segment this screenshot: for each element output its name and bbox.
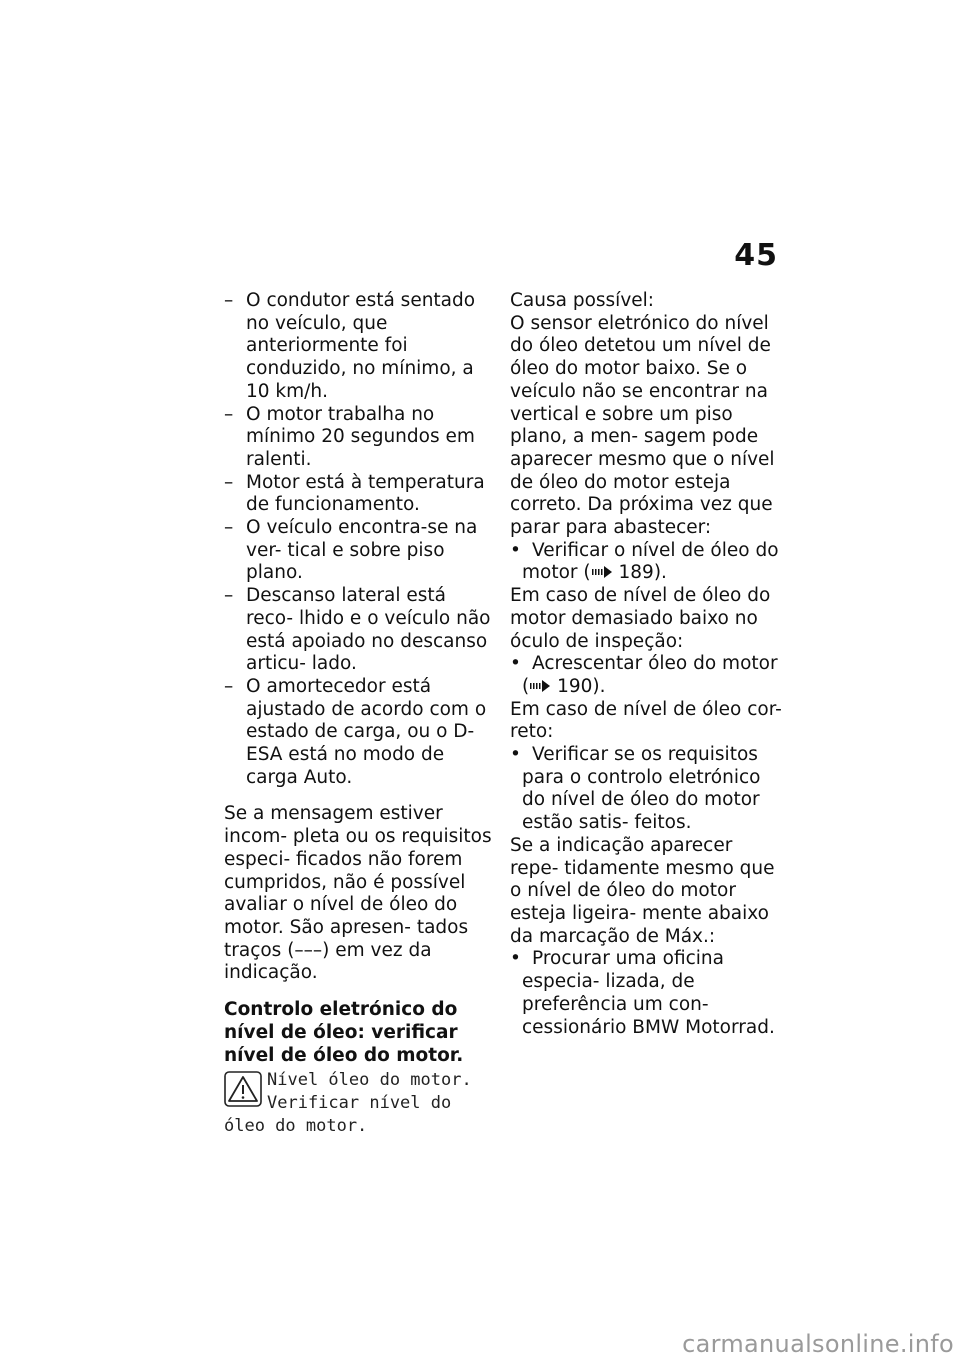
page-reference-arrow-icon <box>591 565 613 579</box>
warning-text-line: óleo do motor. <box>224 1115 368 1136</box>
repeat-text: Se a indicação aparecer repe- tidamente mesmo que o nível de óleo do motor esteja ligeira- mente abaixo da marcação de Máx.: <box>510 834 775 947</box>
case-ok-text: Em caso de nível de óleo cor- reto: <box>510 698 782 743</box>
page-reference-arrow-icon <box>529 679 551 693</box>
action-item <box>510 540 782 585</box>
requirement-item <box>224 290 492 404</box>
dash-mark: – <box>224 290 234 311</box>
action-text-cont: ( <box>522 675 530 697</box>
section-heading: Controlo eletrónico do nível de óleo: verificar nível de óleo do motor. <box>224 999 464 1066</box>
requirement-item <box>224 472 492 517</box>
requirement-text-cont: lhido e o veículo não está apoiado no descanso articu- lado. <box>246 607 491 675</box>
warning-text-line: Nível óleo do motor. <box>267 1070 472 1091</box>
requirement-text: Motor está à temperatura de <box>246 471 485 516</box>
page-reference[interactable]: 189). <box>618 562 667 584</box>
requirement-text-cont: tical e sobre piso plano. <box>246 539 445 584</box>
requirement-item <box>224 585 492 676</box>
page-reference[interactable]: 190). <box>557 675 606 697</box>
warning-triangle-icon <box>224 1071 262 1107</box>
action-text-cont: lizada, de preferência um con- cessionário BMW Motorrad. <box>522 971 775 1038</box>
bullet-mark: • <box>510 539 521 561</box>
case-low-text: Em caso de nível de óleo do motor demasiado baixo no óculo de inspeção: <box>510 585 771 652</box>
requirement-item <box>224 517 492 585</box>
left-column <box>224 290 492 1137</box>
page-number: 45 <box>734 238 778 273</box>
bullet-mark: • <box>510 948 521 970</box>
action-text: Procurar uma oficina especia- <box>522 948 724 993</box>
requirement-text-cont: funcionamento. <box>275 494 420 516</box>
dash-mark: – <box>224 675 234 697</box>
requirement-item <box>224 676 492 790</box>
action-text-cont: motor ( <box>522 562 591 584</box>
action-text: Verificar se os requisitos para <box>522 744 758 788</box>
cause-text: O sensor eletrónico do nível do óleo detetou um nível de óleo do motor baixo. Se o veículo não se encontrar na vertical e sobre um piso plano, a men- sagem pode aparecer mesmo que o nível de óleo do motor esteja correto. Da próxima vez que parar para abastecer: <box>510 312 775 539</box>
requirement-text: O condutor está sentado no <box>246 290 476 334</box>
bullet-mark: • <box>510 653 521 675</box>
action-item <box>510 744 782 835</box>
action-item <box>510 948 782 1039</box>
requirement-item <box>224 404 492 472</box>
dash-mark: – <box>224 517 234 539</box>
requirement-text: O motor trabalha no mínimo <box>246 403 435 448</box>
cause-label: Causa possível: <box>510 290 655 311</box>
requirement-text-cont: 20 segundos em ralenti. <box>246 426 475 470</box>
watermark: carmanualsonline.info <box>682 1330 954 1358</box>
dash-mark: – <box>224 471 234 493</box>
right-column <box>510 290 782 1039</box>
dash-mark: – <box>224 585 234 607</box>
requirement-text-cont: veículo, que anteriormente foi conduzido, no mínimo, a 10 km/h. <box>246 312 474 402</box>
action-text: Acrescentar óleo do motor <box>532 653 778 675</box>
requirement-text: Descanso lateral está reco- <box>246 585 447 629</box>
action-text-cont: o controlo eletrónico do nível de óleo do motor estão satis- feitos. <box>522 766 761 834</box>
warning-message <box>224 1069 492 1137</box>
warning-text-line: Verificar nível do <box>267 1092 452 1113</box>
requirement-text: O veículo encontra-se na ver- <box>246 517 478 561</box>
incomplete-message-paragraph: Se a mensagem estiver incom- pleta ou os requisitos especi- ficados não forem cumpridos, não é possível avaliar o nível de óleo do motor. São apresen- tados traços (–––) em vez da indicação. <box>224 803 492 984</box>
bullet-mark: • <box>510 744 521 766</box>
requirement-text: O amortecedor está ajustado <box>246 675 432 720</box>
action-item <box>510 653 782 698</box>
requirement-text-cont: de acordo com o estado de carga, ou o D-ESA está no modo de carga Auto. <box>246 698 487 788</box>
action-text: Verificar o nível de óleo do <box>532 539 779 561</box>
dash-mark: – <box>224 403 234 425</box>
